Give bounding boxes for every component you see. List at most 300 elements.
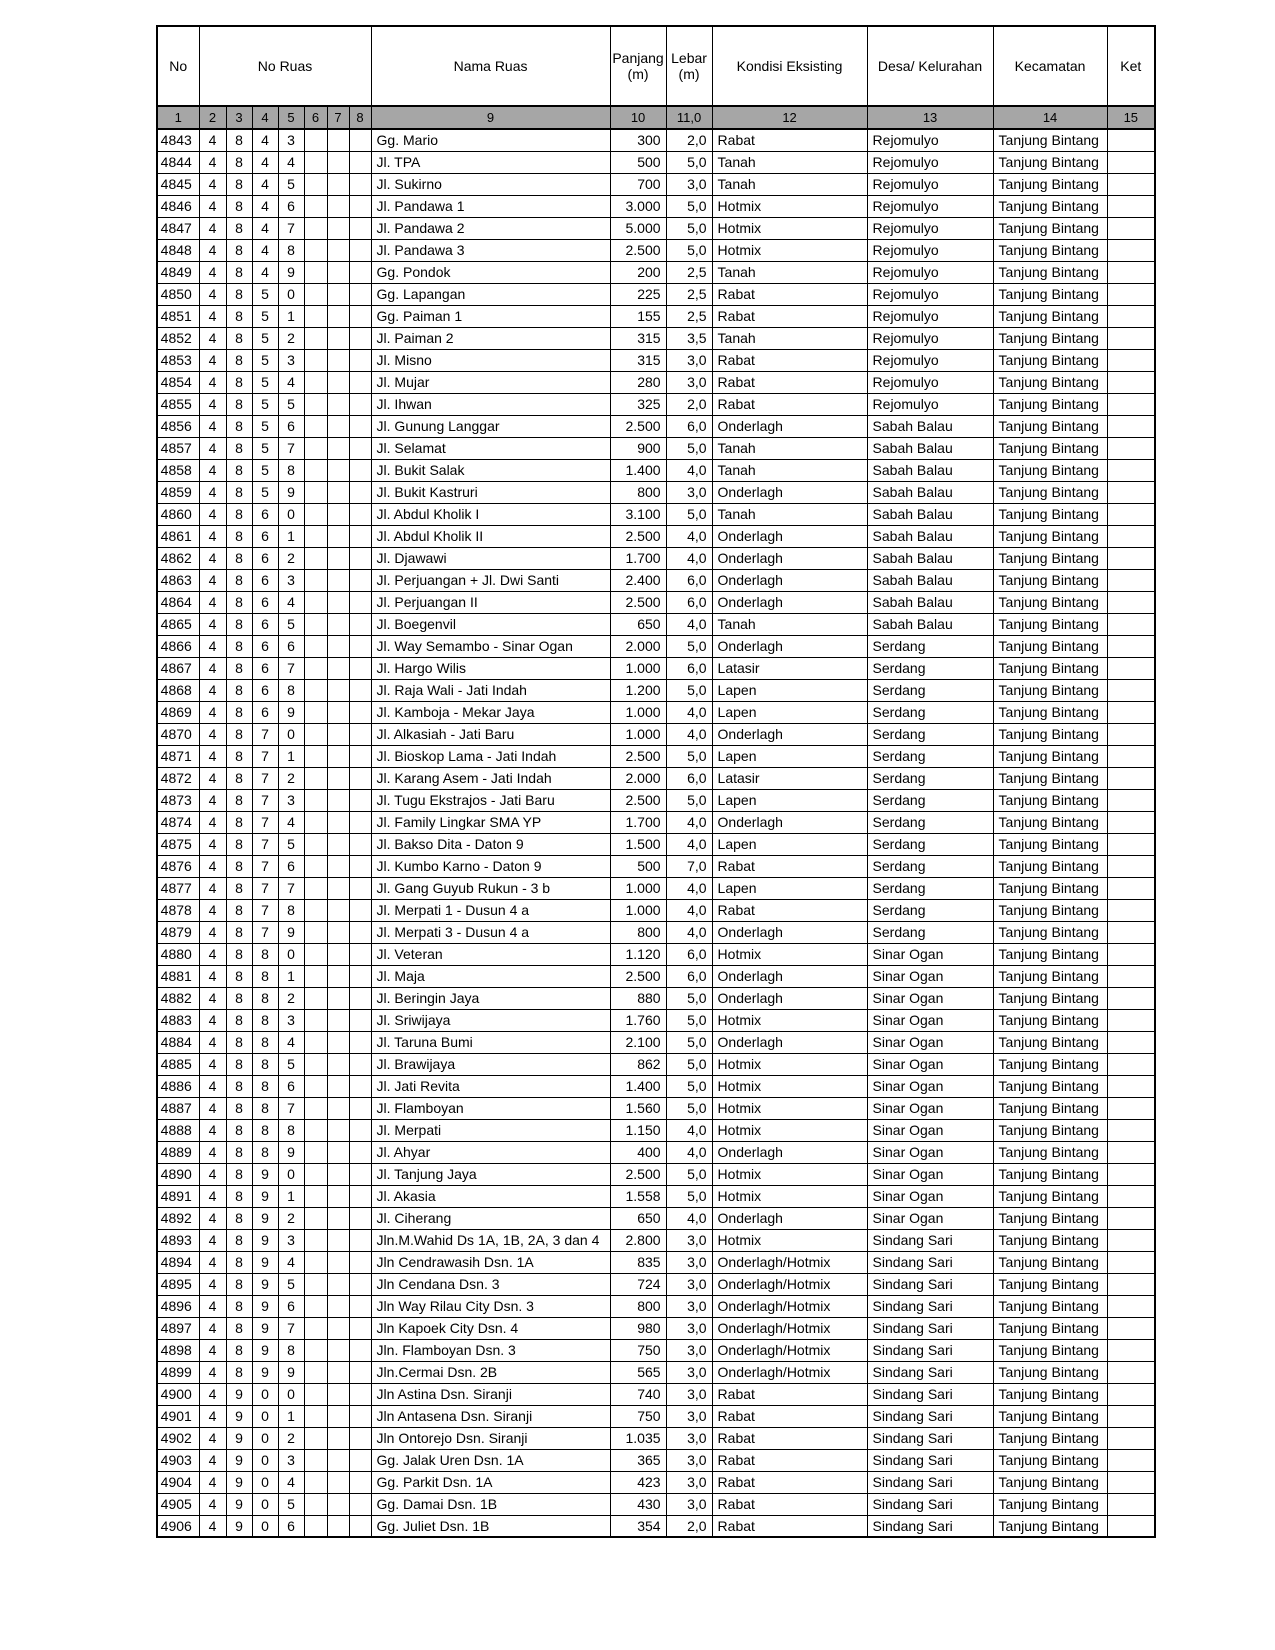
- cell-ruas-digit: 7: [278, 437, 304, 459]
- cell-kondisi: Tanah: [712, 613, 867, 635]
- cell-desa: Sinar Ogan: [867, 1053, 993, 1075]
- cell-desa: Serdang: [867, 899, 993, 921]
- cell-ruas-digit: 7: [252, 811, 278, 833]
- cell-panjang-m: 750: [610, 1339, 666, 1361]
- cell-ruas-digit: [327, 1053, 349, 1075]
- cell-ruas-digit: [349, 635, 371, 657]
- cell-ruas-digit: [349, 327, 371, 349]
- cell-ruas-digit: 9: [278, 921, 304, 943]
- cell-kecamatan: Tanjung Bintang: [993, 657, 1107, 679]
- cell-kecamatan: Tanjung Bintang: [993, 1383, 1107, 1405]
- cell-ruas-digit: [349, 591, 371, 613]
- table-row: [157, 701, 1155, 723]
- cell-kecamatan: Tanjung Bintang: [993, 613, 1107, 635]
- cell-ruas-digit: 4: [199, 437, 226, 459]
- cell-desa: Sindang Sari: [867, 1295, 993, 1317]
- cell-ruas-digit: [304, 1515, 327, 1537]
- cell-kondisi: Onderlagh: [712, 965, 867, 987]
- cell-nama-ruas: Jl. Hargo Wilis: [371, 657, 610, 679]
- cell-desa: Serdang: [867, 767, 993, 789]
- cell-ket: [1107, 327, 1155, 349]
- cell-kondisi: Onderlagh: [712, 415, 867, 437]
- cell-ruas-digit: 1: [278, 745, 304, 767]
- cell-ruas-digit: 5: [278, 1493, 304, 1515]
- cell-ruas-digit: 6: [252, 525, 278, 547]
- cell-lebar-m: 4,0: [666, 723, 712, 745]
- cell-ruas-digit: [349, 965, 371, 987]
- cell-lebar-m: 4,0: [666, 613, 712, 635]
- cell-ruas-digit: 6: [278, 635, 304, 657]
- cell-ruas-digit: 4: [199, 569, 226, 591]
- column-number: 12: [712, 106, 867, 129]
- table-row: [157, 327, 1155, 349]
- cell-ruas-digit: 8: [226, 569, 252, 591]
- cell-nama-ruas: Jl. Perjuangan II: [371, 591, 610, 613]
- cell-panjang-m: 1.400: [610, 1075, 666, 1097]
- column-numbers-row: [157, 106, 1155, 129]
- table-row: [157, 1427, 1155, 1449]
- column-number: 1: [157, 106, 199, 129]
- cell-ruas-digit: 3: [278, 789, 304, 811]
- cell-no: 4879: [157, 921, 199, 943]
- cell-kecamatan: Tanjung Bintang: [993, 1207, 1107, 1229]
- cell-ket: [1107, 1031, 1155, 1053]
- table-row: [157, 283, 1155, 305]
- cell-ruas-digit: [327, 899, 349, 921]
- cell-desa: Sinar Ogan: [867, 987, 993, 1009]
- cell-no: 4849: [157, 261, 199, 283]
- cell-ruas-digit: 8: [226, 151, 252, 173]
- cell-ruas-digit: 6: [252, 569, 278, 591]
- cell-lebar-m: 6,0: [666, 767, 712, 789]
- cell-kecamatan: Tanjung Bintang: [993, 855, 1107, 877]
- cell-kondisi: Rabat: [712, 349, 867, 371]
- cell-ruas-digit: 4: [199, 635, 226, 657]
- cell-kecamatan: Tanjung Bintang: [993, 899, 1107, 921]
- cell-ruas-digit: 4: [199, 943, 226, 965]
- cell-ruas-digit: 8: [252, 943, 278, 965]
- cell-panjang-m: 225: [610, 283, 666, 305]
- cell-ket: [1107, 1471, 1155, 1493]
- cell-no: 4873: [157, 789, 199, 811]
- cell-panjang-m: 1.150: [610, 1119, 666, 1141]
- cell-kondisi: Rabat: [712, 899, 867, 921]
- cell-ruas-digit: 8: [226, 833, 252, 855]
- cell-ruas-digit: 6: [252, 503, 278, 525]
- table-row: [157, 547, 1155, 569]
- cell-kondisi: Onderlagh: [712, 569, 867, 591]
- cell-ruas-digit: 4: [199, 1449, 226, 1471]
- table-row: [157, 239, 1155, 261]
- cell-desa: Sabah Balau: [867, 459, 993, 481]
- cell-ruas-digit: [304, 547, 327, 569]
- cell-kondisi: Hotmix: [712, 1097, 867, 1119]
- cell-ruas-digit: 5: [252, 415, 278, 437]
- cell-ket: [1107, 437, 1155, 459]
- cell-ruas-digit: [349, 1493, 371, 1515]
- cell-ruas-digit: 4: [199, 1141, 226, 1163]
- cell-kondisi: Hotmix: [712, 943, 867, 965]
- cell-lebar-m: 5,0: [666, 1053, 712, 1075]
- road-register-table: [156, 25, 1156, 1538]
- cell-ruas-digit: [349, 1317, 371, 1339]
- cell-ruas-digit: [304, 503, 327, 525]
- cell-kecamatan: Tanjung Bintang: [993, 481, 1107, 503]
- cell-ruas-digit: 4: [199, 679, 226, 701]
- cell-ruas-digit: 6: [252, 679, 278, 701]
- cell-ruas-digit: 8: [226, 525, 252, 547]
- cell-lebar-m: 6,0: [666, 591, 712, 613]
- cell-ruas-digit: 6: [252, 591, 278, 613]
- cell-ruas-digit: 0: [278, 1383, 304, 1405]
- cell-kecamatan: Tanjung Bintang: [993, 1405, 1107, 1427]
- cell-lebar-m: 4,0: [666, 1119, 712, 1141]
- cell-ruas-digit: 9: [226, 1427, 252, 1449]
- cell-desa: Sindang Sari: [867, 1405, 993, 1427]
- table-row: [157, 173, 1155, 195]
- cell-kondisi: Onderlagh: [712, 987, 867, 1009]
- cell-kondisi: Tanah: [712, 151, 867, 173]
- cell-ruas-digit: 8: [226, 393, 252, 415]
- cell-ruas-digit: [349, 1097, 371, 1119]
- cell-ruas-digit: 8: [226, 547, 252, 569]
- cell-ruas-digit: [304, 195, 327, 217]
- cell-ruas-digit: 8: [226, 129, 252, 151]
- cell-kondisi: Onderlagh: [712, 1141, 867, 1163]
- cell-panjang-m: 2.500: [610, 1163, 666, 1185]
- cell-desa: Sindang Sari: [867, 1493, 993, 1515]
- cell-ruas-digit: 4: [199, 151, 226, 173]
- cell-nama-ruas: Jl. Merpati 1 - Dusun 4 a: [371, 899, 610, 921]
- table-row: [157, 1361, 1155, 1383]
- cell-kecamatan: Tanjung Bintang: [993, 1053, 1107, 1075]
- cell-nama-ruas: Jl. Merpati: [371, 1119, 610, 1141]
- cell-panjang-m: 1.558: [610, 1185, 666, 1207]
- cell-ruas-digit: 4: [199, 415, 226, 437]
- cell-ruas-digit: [304, 481, 327, 503]
- cell-ruas-digit: 8: [226, 1295, 252, 1317]
- cell-panjang-m: 300: [610, 129, 666, 151]
- cell-kecamatan: Tanjung Bintang: [993, 503, 1107, 525]
- cell-kecamatan: Tanjung Bintang: [993, 327, 1107, 349]
- cell-ruas-digit: [327, 657, 349, 679]
- cell-kecamatan: Tanjung Bintang: [993, 1097, 1107, 1119]
- cell-ruas-digit: 8: [226, 503, 252, 525]
- cell-nama-ruas: Jln Way Rilau City Dsn. 3: [371, 1295, 610, 1317]
- cell-ruas-digit: 8: [226, 789, 252, 811]
- cell-ruas-digit: 7: [252, 855, 278, 877]
- cell-ruas-digit: [349, 1009, 371, 1031]
- cell-kecamatan: Tanjung Bintang: [993, 1471, 1107, 1493]
- table-row: [157, 1009, 1155, 1031]
- cell-ket: [1107, 217, 1155, 239]
- cell-kondisi: Hotmix: [712, 1163, 867, 1185]
- cell-nama-ruas: Jln Cendrawasih Dsn. 1A: [371, 1251, 610, 1273]
- cell-lebar-m: 5,0: [666, 151, 712, 173]
- cell-kondisi: Hotmix: [712, 1185, 867, 1207]
- cell-ruas-digit: 4: [199, 1009, 226, 1031]
- cell-ruas-digit: [327, 1295, 349, 1317]
- cell-nama-ruas: Gg. Mario: [371, 129, 610, 151]
- column-number: 10: [610, 106, 666, 129]
- cell-no: 4898: [157, 1339, 199, 1361]
- cell-nama-ruas: Gg. Pondok: [371, 261, 610, 283]
- cell-desa: Serdang: [867, 833, 993, 855]
- cell-kondisi: Onderlagh: [712, 1207, 867, 1229]
- cell-kondisi: Lapen: [712, 679, 867, 701]
- cell-ruas-digit: 4: [199, 1317, 226, 1339]
- cell-ruas-digit: 0: [278, 723, 304, 745]
- cell-ruas-digit: [327, 195, 349, 217]
- cell-ruas-digit: 5: [252, 283, 278, 305]
- cell-ruas-digit: [349, 195, 371, 217]
- cell-nama-ruas: Gg. Damai Dsn. 1B: [371, 1493, 610, 1515]
- cell-panjang-m: 365: [610, 1449, 666, 1471]
- column-number: 11,0: [666, 106, 712, 129]
- header-desa: Desa/ Kelurahan: [867, 26, 993, 106]
- cell-lebar-m: 5,0: [666, 679, 712, 701]
- cell-ruas-digit: [349, 1229, 371, 1251]
- cell-no: 4875: [157, 833, 199, 855]
- cell-ruas-digit: 8: [278, 899, 304, 921]
- cell-desa: Sindang Sari: [867, 1515, 993, 1537]
- cell-desa: Serdang: [867, 657, 993, 679]
- cell-ket: [1107, 1339, 1155, 1361]
- cell-desa: Sabah Balau: [867, 591, 993, 613]
- cell-kecamatan: Tanjung Bintang: [993, 987, 1107, 1009]
- column-number: 2: [199, 106, 226, 129]
- table-row: [157, 833, 1155, 855]
- cell-ruas-digit: 8: [226, 1119, 252, 1141]
- cell-ruas-digit: 1: [278, 1405, 304, 1427]
- cell-lebar-m: 2,5: [666, 305, 712, 327]
- cell-nama-ruas: Jln.Cermai Dsn. 2B: [371, 1361, 610, 1383]
- cell-ruas-digit: [349, 745, 371, 767]
- cell-ruas-digit: [304, 1251, 327, 1273]
- cell-panjang-m: 862: [610, 1053, 666, 1075]
- cell-desa: Serdang: [867, 921, 993, 943]
- cell-ruas-digit: [349, 217, 371, 239]
- cell-ruas-digit: 9: [252, 1317, 278, 1339]
- table-row: [157, 525, 1155, 547]
- cell-ruas-digit: [349, 415, 371, 437]
- cell-ruas-digit: 4: [278, 1251, 304, 1273]
- cell-kecamatan: Tanjung Bintang: [993, 1031, 1107, 1053]
- cell-ket: [1107, 1361, 1155, 1383]
- cell-kecamatan: Tanjung Bintang: [993, 1141, 1107, 1163]
- cell-no: 4844: [157, 151, 199, 173]
- cell-ruas-digit: [304, 1317, 327, 1339]
- cell-nama-ruas: Jl. Abdul Kholik I: [371, 503, 610, 525]
- cell-no: 4869: [157, 701, 199, 723]
- cell-ruas-digit: [349, 855, 371, 877]
- cell-panjang-m: 2.000: [610, 767, 666, 789]
- cell-kecamatan: Tanjung Bintang: [993, 129, 1107, 151]
- cell-ruas-digit: [304, 1427, 327, 1449]
- cell-no: 4890: [157, 1163, 199, 1185]
- cell-ruas-digit: 8: [226, 877, 252, 899]
- cell-kecamatan: Tanjung Bintang: [993, 371, 1107, 393]
- cell-kondisi: Hotmix: [712, 195, 867, 217]
- cell-panjang-m: 2.500: [610, 965, 666, 987]
- cell-nama-ruas: Jl. Maja: [371, 965, 610, 987]
- cell-ruas-digit: [304, 767, 327, 789]
- cell-ruas-digit: 8: [252, 965, 278, 987]
- cell-ruas-digit: 9: [226, 1515, 252, 1537]
- cell-ruas-digit: 4: [199, 1405, 226, 1427]
- cell-ruas-digit: 9: [226, 1383, 252, 1405]
- cell-ruas-digit: 8: [226, 261, 252, 283]
- cell-no: 4884: [157, 1031, 199, 1053]
- cell-no: 4852: [157, 327, 199, 349]
- cell-ruas-digit: [304, 833, 327, 855]
- cell-ruas-digit: 6: [278, 855, 304, 877]
- cell-kecamatan: Tanjung Bintang: [993, 877, 1107, 899]
- cell-kondisi: Rabat: [712, 1449, 867, 1471]
- cell-kondisi: Hotmix: [712, 1075, 867, 1097]
- cell-nama-ruas: Jl. Bakso Dita - Daton 9: [371, 833, 610, 855]
- cell-desa: Serdang: [867, 635, 993, 657]
- cell-lebar-m: 3,0: [666, 1317, 712, 1339]
- cell-ruas-digit: 1: [278, 525, 304, 547]
- cell-panjang-m: 325: [610, 393, 666, 415]
- cell-ruas-digit: [304, 1185, 327, 1207]
- cell-panjang-m: 2.500: [610, 745, 666, 767]
- cell-ket: [1107, 1515, 1155, 1537]
- table-row: [157, 767, 1155, 789]
- cell-panjang-m: 2.800: [610, 1229, 666, 1251]
- cell-ruas-digit: [349, 569, 371, 591]
- cell-ruas-digit: [327, 1405, 349, 1427]
- cell-no: 4899: [157, 1361, 199, 1383]
- cell-lebar-m: 5,0: [666, 195, 712, 217]
- cell-ruas-digit: 4: [199, 855, 226, 877]
- cell-ruas-digit: 5: [252, 327, 278, 349]
- cell-panjang-m: 1.000: [610, 701, 666, 723]
- table-row: [157, 349, 1155, 371]
- cell-ket: [1107, 1405, 1155, 1427]
- cell-kecamatan: Tanjung Bintang: [993, 591, 1107, 613]
- cell-ruas-digit: 4: [199, 349, 226, 371]
- cell-desa: Sindang Sari: [867, 1317, 993, 1339]
- cell-ruas-digit: 8: [252, 1119, 278, 1141]
- cell-ruas-digit: 9: [278, 1141, 304, 1163]
- cell-desa: Rejomulyo: [867, 129, 993, 151]
- cell-lebar-m: 3,0: [666, 1295, 712, 1317]
- cell-desa: Serdang: [867, 811, 993, 833]
- cell-kecamatan: Tanjung Bintang: [993, 1119, 1107, 1141]
- column-number: 15: [1107, 106, 1155, 129]
- table-row: [157, 657, 1155, 679]
- cell-ruas-digit: [327, 855, 349, 877]
- cell-nama-ruas: Jl. Pandawa 3: [371, 239, 610, 261]
- cell-ket: [1107, 525, 1155, 547]
- cell-ruas-digit: [304, 1493, 327, 1515]
- cell-ruas-digit: 8: [226, 1009, 252, 1031]
- cell-lebar-m: 5,0: [666, 1163, 712, 1185]
- cell-ruas-digit: [304, 877, 327, 899]
- cell-ruas-digit: 8: [226, 415, 252, 437]
- cell-desa: Serdang: [867, 723, 993, 745]
- cell-kondisi: Rabat: [712, 371, 867, 393]
- cell-lebar-m: 5,0: [666, 437, 712, 459]
- header-kecamatan: Kecamatan: [993, 26, 1107, 106]
- cell-kecamatan: Tanjung Bintang: [993, 745, 1107, 767]
- cell-no: 4870: [157, 723, 199, 745]
- cell-panjang-m: 2.500: [610, 525, 666, 547]
- cell-ruas-digit: 4: [278, 371, 304, 393]
- cell-ruas-digit: [304, 459, 327, 481]
- cell-kondisi: Onderlagh: [712, 547, 867, 569]
- cell-no: 4846: [157, 195, 199, 217]
- cell-ket: [1107, 987, 1155, 1009]
- cell-ruas-digit: [327, 1361, 349, 1383]
- cell-ruas-digit: 5: [278, 1053, 304, 1075]
- cell-lebar-m: 5,0: [666, 745, 712, 767]
- cell-ruas-digit: [327, 767, 349, 789]
- cell-nama-ruas: Jl. Merpati 3 - Dusun 4 a: [371, 921, 610, 943]
- cell-ruas-digit: 4: [199, 811, 226, 833]
- cell-ket: [1107, 679, 1155, 701]
- cell-ruas-digit: 8: [226, 1317, 252, 1339]
- cell-ruas-digit: [349, 261, 371, 283]
- cell-kondisi: Tanah: [712, 261, 867, 283]
- cell-nama-ruas: Jl. Veteran: [371, 943, 610, 965]
- cell-panjang-m: 1.700: [610, 811, 666, 833]
- cell-ruas-digit: 4: [199, 1229, 226, 1251]
- cell-panjang-m: 1.000: [610, 723, 666, 745]
- cell-ruas-digit: [327, 745, 349, 767]
- cell-ruas-digit: 4: [199, 965, 226, 987]
- cell-lebar-m: 3,5: [666, 327, 712, 349]
- cell-lebar-m: 3,0: [666, 1471, 712, 1493]
- table-row: [157, 635, 1155, 657]
- cell-ket: [1107, 591, 1155, 613]
- cell-kondisi: Onderlagh: [712, 811, 867, 833]
- cell-panjang-m: 1.000: [610, 657, 666, 679]
- cell-ruas-digit: 4: [199, 1295, 226, 1317]
- cell-panjang-m: 750: [610, 1405, 666, 1427]
- cell-ruas-digit: 8: [226, 701, 252, 723]
- cell-no: 4859: [157, 481, 199, 503]
- cell-desa: Rejomulyo: [867, 261, 993, 283]
- cell-no: 4897: [157, 1317, 199, 1339]
- cell-ruas-digit: 6: [278, 1515, 304, 1537]
- cell-ruas-digit: 4: [199, 1119, 226, 1141]
- cell-ruas-digit: 4: [199, 987, 226, 1009]
- cell-ruas-digit: 8: [226, 1031, 252, 1053]
- cell-nama-ruas: Jln Antasena Dsn. Siranji: [371, 1405, 610, 1427]
- header-no: No: [157, 26, 199, 106]
- cell-nama-ruas: Gg. Lapangan: [371, 283, 610, 305]
- cell-ruas-digit: 4: [199, 921, 226, 943]
- cell-ruas-digit: [304, 1449, 327, 1471]
- cell-no: 4866: [157, 635, 199, 657]
- column-number: 14: [993, 106, 1107, 129]
- cell-ruas-digit: [327, 1009, 349, 1031]
- cell-ruas-digit: 5: [252, 393, 278, 415]
- cell-ruas-digit: 4: [252, 195, 278, 217]
- cell-desa: Sabah Balau: [867, 503, 993, 525]
- cell-no: 4862: [157, 547, 199, 569]
- cell-no: 4882: [157, 987, 199, 1009]
- cell-ruas-digit: 8: [226, 613, 252, 635]
- cell-desa: Sindang Sari: [867, 1273, 993, 1295]
- cell-ruas-digit: 8: [226, 987, 252, 1009]
- table-row: [157, 1493, 1155, 1515]
- cell-kondisi: Rabat: [712, 1405, 867, 1427]
- cell-ruas-digit: [349, 1031, 371, 1053]
